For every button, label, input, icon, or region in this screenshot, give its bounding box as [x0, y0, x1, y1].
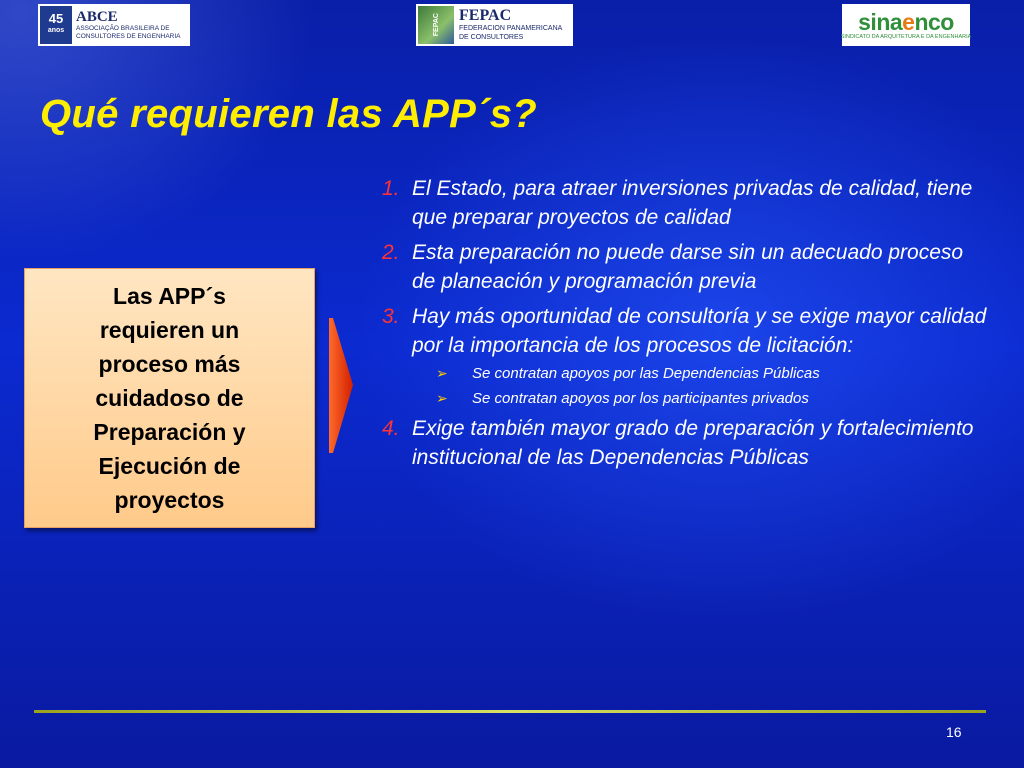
sub-item-text: Se contratan apoyos por las Dependencias Públicas — [472, 365, 820, 382]
fepac-map-icon — [418, 6, 454, 44]
callout-box — [24, 268, 315, 528]
abce-logo — [38, 4, 190, 46]
point-number: 2. — [382, 241, 400, 264]
points-list — [382, 174, 992, 478]
fepac-map-label: FEPAC — [432, 13, 440, 37]
page-number: 16 — [946, 724, 962, 740]
abce-subtitle-line2: CONSULTORES DE ENGENHARIA — [76, 32, 181, 40]
sub-item-text: Se contratan apoyos por los participantes privados — [472, 390, 809, 407]
fepac-name: FEPAC — [459, 7, 512, 24]
point-text: El Estado, para atraer inversiones privadas de calidad, tiene que preparar proyectos de calidad — [412, 177, 973, 229]
sinaenco-name — [858, 10, 954, 34]
sinaenco-name-part2: e — [902, 8, 915, 35]
sinaenco-name-part3: nco — [914, 8, 954, 35]
footer-divider — [34, 710, 986, 713]
point-text: Exige también mayor grado de preparación y fortalecimiento institucional de las Dependencias Públicas — [412, 417, 974, 469]
sub-item — [436, 386, 992, 411]
point-item — [382, 174, 992, 232]
fepac-subtitle-line2: DE CONSULTORES — [459, 34, 524, 41]
sub-list-container — [382, 361, 992, 411]
callout-text: Las APP´s requieren un proceso más cuidadoso de Preparación y Ejecución de proyectos — [93, 283, 246, 513]
sinaenco-logo — [842, 4, 970, 46]
point-number: 1. — [382, 177, 400, 200]
arrow-bullet-icon: ➢ — [436, 390, 448, 406]
sub-list — [382, 361, 992, 411]
sinaenco-name-part1: sina — [858, 8, 903, 35]
abce-subtitle-line1: ASSOCIAÇÃO BRASILEIRA DE — [76, 24, 170, 32]
point-text: Esta preparación no puede darse sin un adecuado proceso de planeación y programación previa — [412, 241, 964, 293]
chevron-right-icon — [329, 318, 353, 453]
point-item — [382, 414, 992, 472]
sinaenco-subtitle: SINDICATO DA ARQUITETURA E DA ENGENHARIA — [840, 33, 972, 40]
fepac-subtitle-line1: FEDERACION PANAMERICANA — [459, 25, 563, 32]
point-item — [382, 302, 992, 360]
sub-item — [436, 361, 992, 386]
point-number: 3. — [382, 305, 400, 328]
point-item — [382, 238, 992, 296]
abce-badge-number: 45 — [48, 11, 64, 26]
point-text: Hay más oportunidad de consultoría y se exige mayor calidad por la importancia de los procesos de licitación: — [412, 305, 987, 357]
slide-title: Qué requieren las APP´s? — [40, 92, 537, 136]
abce-name: ABCE — [76, 8, 118, 25]
arrow-bullet-icon: ➢ — [436, 365, 448, 381]
fepac-logo — [416, 4, 573, 46]
point-number: 4. — [382, 417, 400, 440]
abce-45-badge — [40, 6, 72, 44]
abce-badge-sub: anos — [47, 27, 65, 34]
